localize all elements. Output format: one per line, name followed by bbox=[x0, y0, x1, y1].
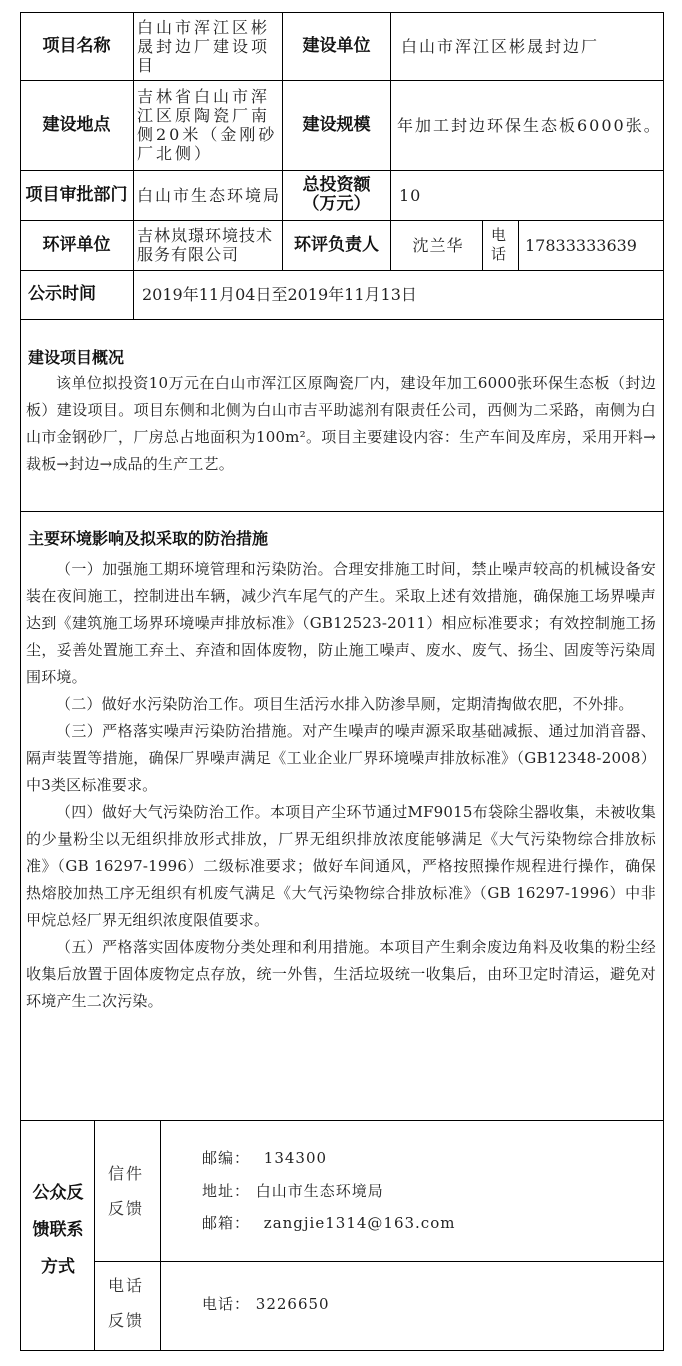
row-divider bbox=[20, 511, 664, 512]
phone-feedback-value[interactable]: 3226650 bbox=[255, 1295, 330, 1313]
address-label: 地址： bbox=[202, 1182, 251, 1200]
eia-person-value: 沈兰华 bbox=[412, 235, 464, 255]
publicity-value: 2019年11月04日至2019年11月13日 bbox=[142, 285, 417, 304]
row-divider bbox=[20, 1120, 664, 1121]
email-line bbox=[202, 1212, 455, 1233]
builder-value: 白山市浑江区彬晟封边厂 bbox=[401, 36, 600, 56]
approval-dept-value: 白山市生态环境局 bbox=[137, 185, 282, 205]
row-divider bbox=[94, 1261, 664, 1262]
measure-paragraph-5: （五）严格落实固体废物分类处理和利用措施。本项目产生剩余废边角料及收集的粉尘经收集后放置于固体废物定点存放，统一外售，生活垃圾统一收集后，由环卫定时清运，避免对环境产生二次污染。 bbox=[26, 938, 656, 1010]
measure-paragraph-1: （一）加强施工期环境管理和污染防治。合理安排施工时间，禁止噪声较高的机械设备安装在夜间施工，控制进出车辆，减少汽车尾气的产生。采取上述有效措施，确保施工场界噪声达到《建筑施工场界环境噪声排放标准》（GB12523-2011）相应标准要求；有效控制施工扬尘，妥善处置施工弃土、弃渣和固体废物，防止施工噪声、废水、废气、扬尘、固废等污染周围环境。 bbox=[26, 560, 656, 686]
phone-feedback-label: 电话反馈 bbox=[107, 1276, 144, 1330]
publicity-label: 公示时间 bbox=[28, 284, 96, 304]
overview-text: 该单位拟投资10万元在白山市浑江区原陶瓷厂内，建设年加工6000张环保生态板（封边板）建设项目。项目东侧和北侧为白山市吉平助滤剂有限责任公司，西侧为二采路，南侧为白山市金钢砂厂，厂房总占地面积为100m²。项目主要建设内容：生产车间及库房，采用开料→裁板→封边→成品的生产工艺。 bbox=[26, 374, 656, 473]
scale-value: 年加工封边环保生态板6000张。 bbox=[397, 115, 662, 135]
project-name-label: 项目名称 bbox=[42, 35, 111, 56]
measure-paragraph-2: （二）做好水污染防治工作。项目生活污水排入防渗旱厕，定期清掏做农肥，不外排。 bbox=[56, 695, 634, 713]
postcode-line bbox=[202, 1147, 327, 1168]
scale-label: 建设规模 bbox=[302, 114, 371, 135]
col-divider bbox=[160, 1120, 161, 1351]
measure-paragraph-3: （三）严格落实噪声污染防治措施。对产生噪声的噪声源采取基础减振、通过加消音器、隔声装置等措施，确保厂界噪声满足《工业企业厂界环境噪声排放标准》（GB12348-2008）中3类区标准要求。 bbox=[26, 722, 656, 794]
builder-label: 建设单位 bbox=[302, 35, 371, 56]
address-value: 白山市生态环境局 bbox=[255, 1182, 384, 1200]
postcode-label: 邮编： bbox=[202, 1149, 251, 1167]
investment-value: 10 bbox=[399, 185, 422, 205]
measures-body bbox=[0, 556, 682, 1015]
location-value: 吉林省白山市浑江区原陶瓷厂南侧20米（金刚砂厂北侧） bbox=[137, 87, 278, 163]
investment-label: 总投资额（万元） bbox=[302, 175, 371, 214]
eia-unit-label: 环评单位 bbox=[42, 234, 111, 255]
postcode-value: 134300 bbox=[263, 1149, 328, 1167]
letter-feedback-label: 信件反馈 bbox=[107, 1164, 144, 1218]
overview-title: 建设项目概况 bbox=[28, 348, 125, 367]
eia-person-label: 环评负责人 bbox=[294, 234, 379, 255]
phone-feedback-line bbox=[202, 1293, 330, 1314]
col-divider bbox=[94, 1120, 95, 1351]
approval-dept-label: 项目审批部门 bbox=[25, 184, 128, 205]
address-line bbox=[202, 1180, 384, 1201]
phone-label: 电话 bbox=[491, 226, 508, 263]
eia-unit-value: 吉林岚璟环境技术服务有限公司 bbox=[137, 226, 274, 264]
project-name-value: 白山市浑江区彬晟封边厂建设项目 bbox=[137, 17, 271, 75]
location-label: 建设地点 bbox=[42, 114, 111, 135]
email-label: 邮箱： bbox=[202, 1214, 251, 1232]
phone-value: 17833333639 bbox=[525, 235, 637, 255]
email-value[interactable]: zangjie1314@163.com bbox=[263, 1214, 456, 1232]
measures-title: 主要环境影响及拟采取的防治措施 bbox=[28, 529, 269, 548]
row-divider bbox=[20, 319, 664, 320]
feedback-title: 公众反馈联系方式 bbox=[32, 1183, 84, 1277]
phone-feedback-prefix: 电话： bbox=[202, 1295, 251, 1313]
measure-paragraph-4: （四）做好大气污染防治工作。本项目产尘环节通过MF9015布袋除尘器收集，未被收集的少量粉尘以无组织排放形式排放，厂界无组织排放浓度能够满足《大气污染物综合排放标准》（GB 16297-1996）二级标准要求；做好车间通风，严格按照操作规程进行操作，确保热熔胶加热工序无组织有机废气满足《大气污染物综合排放标准》（GB 16297-1996）中非甲烷总烃厂界无组织浓度限值要求。 bbox=[26, 803, 656, 929]
